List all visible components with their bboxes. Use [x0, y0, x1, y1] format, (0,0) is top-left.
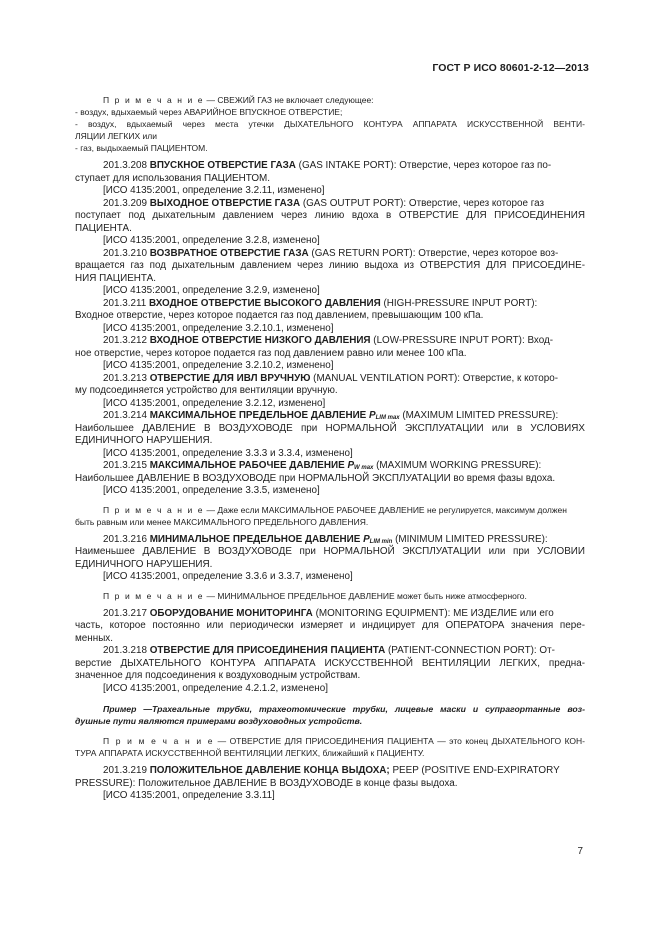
term-name: МАКСИМАЛЬНОЕ ПРЕДЕЛЬНОЕ ДАВЛЕНИЕ [149, 410, 370, 421]
definition-text: (GAS INTAKE PORT): Отверстие, через которое газ по- [295, 160, 552, 171]
clause-number: 201.3.212 [103, 335, 150, 346]
symbol-subscript: W max [354, 465, 374, 471]
source-reference: [ИСО 4135:2001, определение 3.3.5, изменено] [103, 485, 320, 496]
definition-text: му подсоединяется устройство для вентиляции вручную. [75, 385, 338, 396]
definition-219 [75, 765, 585, 803]
clause-number: 201.3.219 [103, 765, 150, 776]
note-label: П р и м е ч а н и е [103, 736, 215, 746]
note-text: — СВЕЖИЙ ГАЗ не включает следующее: [204, 95, 374, 105]
definition-213 [75, 373, 585, 411]
term-name: ВПУСКНОЕ ОТВЕРСТИЕ ГАЗА [149, 160, 296, 171]
clause-number: 201.3.210 [103, 247, 150, 259]
definition-212 [75, 335, 585, 373]
note-label: П р и м е ч а н и е [103, 504, 205, 515]
definition-text: часть, которое постоянно или периодически измеряет и индицирует для ОПЕРАТОРА значения пере- [75, 620, 585, 631]
term-name: ОТВЕРСТИЕ ДЛЯ ПРИСОЕДИНЕНИЯ ПАЦИЕНТА [149, 645, 386, 656]
source-reference: [ИСО 4135:2001, определение 3.2.12, изменено] [103, 397, 326, 409]
definition-209 [75, 198, 585, 248]
definition-text: НИЯ ПАЦИЕНТА. [75, 272, 156, 284]
definition-210 [75, 248, 585, 298]
term-name: ВХОДНОЕ ОТВЕРСТИЕ ВЫСОКОГО ДАВЛЕНИЯ [148, 297, 381, 309]
note-patient-connection-port [75, 735, 585, 759]
definition-text: вращается газ под дыхательным давлением через линию выдоха из ОТВЕРСТИЯ ДЛЯ ПРИСОЕДИНЕ- [75, 260, 585, 271]
definition-218 [75, 645, 585, 695]
note-max-working-pressure [75, 504, 585, 528]
standard-header: ГОСТ Р ИСО 80601-2-12—2013 [432, 62, 589, 74]
source-reference: [ИСО 4135:2001, определение 3.2.11, изменено] [103, 185, 325, 196]
definition-text: (PATIENT-CONNECTION PORT): От- [385, 645, 555, 656]
note-text: быть равным или менее МАКСИМАЛЬНОГО ПРЕДЕЛЬНОГО ДАВЛЕНИЯ. [75, 516, 369, 527]
clause-number: 201.3.209 [103, 197, 150, 209]
definition-text: ПАЦИЕНТА. [75, 222, 132, 234]
example-airway-devices [75, 703, 585, 727]
pressure-symbol: P [369, 410, 376, 421]
definition-208 [75, 160, 585, 198]
definition-text: поступает под дыхательным давлением через линию вдоха в ОТВЕРСТИЕ ДЛЯ ПРИСОЕДИНЕНИЯ [75, 210, 585, 221]
source-reference: [ИСО 4135:2001, определение 3.2.9, изменено] [103, 285, 320, 296]
note-text: — Даже если МАКСИМАЛЬНОЕ РАБОЧЕЕ ДАВЛЕНИЕ не регулируется, максимум должен [204, 504, 567, 515]
definition-text: ступает для использования ПАЦИЕНТОМ. [75, 172, 271, 184]
source-reference: [ИСО 4135:2001, определение 4.2.1.2, изменено] [103, 682, 328, 694]
term-name: ОТВЕРСТИЕ ДЛЯ ИВЛ ВРУЧНУЮ [149, 372, 311, 384]
source-reference: [ИСО 4135:2001, определение 3.3.11] [103, 790, 275, 801]
definition-215 [75, 460, 585, 498]
term-name: ВЫХОДНОЕ ОТВЕРСТИЕ ГАЗА [149, 197, 301, 209]
definition-text: ное отверстие, через которое подается газ под давлением равно или менее 100 кПа. [75, 347, 467, 359]
clause-number: 201.3.218 [103, 645, 150, 656]
note-item: - воздух, вдыхаемый через места утечки ДЫХАТЕЛЬНОГО КОНТУРА АППАРАТА ИСКУССТВЕННОЙ ВЕНТИ- [75, 119, 585, 129]
term-name: ОБОРУДОВАНИЕ МОНИТОРИНГА [149, 607, 313, 619]
definition-text: (GAS RETURN PORT): Отверстие, через которое воз- [308, 247, 559, 259]
definition-text: PRESSURE): Положительное ДАВЛЕНИЕ В ВОЗДУХОВОДЕ в конце фазы выдоха. [75, 777, 458, 789]
note-item: - газ, выдыхаемый ПАЦИЕНТОМ. [75, 143, 208, 153]
pressure-symbol: P [347, 460, 355, 471]
page-number: 7 [577, 846, 583, 857]
term-name: МАКСИМАЛЬНОЕ РАБОЧЕЕ ДАВЛЕНИЕ [149, 460, 348, 471]
source-reference: [ИСО 4135:2001, определение 3.2.10.1, изменено] [103, 322, 334, 334]
source-reference: [ИСО 4135:2001, определение 3.3.6 и 3.3.7, изменено] [103, 571, 353, 582]
term-name: ПОЛОЖИТЕЛЬНОЕ ДАВЛЕНИЕ КОНЦА ВЫДОХА; [149, 765, 390, 776]
definition-text: (MINIMUM LIMITED PRESSURE): [392, 533, 548, 545]
definition-text: менных. [75, 632, 113, 644]
example-text: Пример —Трахеальные трубки, трахеотомические трубки, лицевые маски и супрагортанные воз- [103, 704, 585, 714]
symbol-subscript: LIM max [375, 415, 400, 421]
definition-text: (MAXIMUM LIMITED PRESSURE): [399, 410, 559, 421]
clause-number: 201.3.208 [103, 160, 150, 171]
definition-text: (LOW-PRESSURE INPUT PORT): Вход- [370, 335, 554, 346]
clause-number: 201.3.213 [103, 372, 150, 384]
symbol-subscript: LIM min [369, 538, 393, 545]
clause-number: 201.3.214 [103, 410, 150, 421]
note-item: ЛЯЦИИ ЛЕГКИХ или [75, 131, 157, 141]
term-name: ВХОДНОЕ ОТВЕРСТИЕ НИЗКОГО ДАВЛЕНИЯ [149, 335, 371, 346]
definition-text: ЕДИНИЧНОГО НАРУШЕНИЯ. [75, 435, 213, 446]
definition-text: (GAS OUTPUT PORT): Отверстие, через которое газ [300, 197, 544, 209]
definition-text: Наибольшее ДАВЛЕНИЕ В ВОЗДУХОВОДЕ при НОРМАЛЬНОЙ ЭКСПЛУАТАЦИИ во время фазы вдоха. [75, 472, 556, 484]
example-text: душные пути являются примерами воздуховодных устройств. [75, 716, 363, 726]
source-reference: [ИСО 4135:2001, определение 3.2.8, изменено] [103, 235, 320, 246]
source-reference: [ИСО 4135:2001, определение 3.3.3 и 3.3.4, изменено] [103, 447, 353, 459]
definition-text: значенное для подсоединения к воздуховодным устройствам. [75, 670, 361, 681]
note-min-limited-pressure [75, 590, 585, 602]
term-name: ВОЗВРАТНОЕ ОТВЕРСТИЕ ГАЗА [149, 247, 309, 259]
definition-text: ЕДИНИЧНОГО НАРУШЕНИЯ. [75, 558, 213, 570]
definition-text: (MANUAL VENTILATION PORT): Отверстие, к которо- [310, 372, 558, 384]
definition-text: (HIGH-PRESSURE INPUT PORT): [380, 297, 538, 309]
pressure-symbol: P [363, 533, 370, 545]
definition-214 [75, 410, 585, 460]
note-item: - воздух, вдыхаемый через АВАРИЙНОЕ ВПУСКНОЕ ОТВЕРСТИЕ; [75, 107, 343, 117]
definition-217 [75, 608, 585, 646]
page-content [75, 94, 585, 803]
definition-text: Наименьшее ДАВЛЕНИЕ В ВОЗДУХОВОДЕ при НОРМАЛЬНОЙ ЭКСПЛУАТАЦИИ или при УСЛОВИИ [75, 546, 585, 557]
note-text: ТУРА АППАРАТА ИСКУССТВЕННОЙ ВЕНТИЛЯЦИИ ЛЕГКИХ, ближайший к ПАЦИЕНТУ. [75, 748, 425, 758]
note-text: — ОТВЕРСТИЕ ДЛЯ ПРИСОЕДИНЕНИЯ ПАЦИЕНТА — это конец ДЫХАТЕЛЬНОГО КОН- [214, 736, 585, 746]
definition-text: верстие ДЫХАТЕЛЬНОГО КОНТУРА АППАРАТА ИСКУССТВЕННОЙ ВЕНТИЛЯЦИИ ЛЕГКИХ, предна- [75, 657, 585, 669]
definition-216 [75, 534, 585, 584]
note-label: П р и м е ч а н и е [103, 590, 205, 601]
clause-number: 201.3.216 [103, 533, 150, 545]
definition-text: Входное отверстие, через которое подается газ под давлением, превышающим 100 кПа. [75, 310, 484, 321]
clause-number: 201.3.215 [103, 460, 150, 471]
definition-text: (MAXIMUM WORKING PRESSURE): [373, 460, 542, 471]
definition-211 [75, 298, 585, 336]
note-fresh-gas [75, 94, 585, 154]
clause-number: 201.3.217 [103, 607, 150, 619]
definition-text: Наибольшее ДАВЛЕНИЕ В ВОЗДУХОВОДЕ при НОРМАЛЬНОЙ ЭКСПЛУАТАЦИИ или в УСЛОВИЯХ [75, 422, 585, 434]
source-reference: [ИСО 4135:2001, определение 3.2.10.2, изменено] [103, 360, 334, 371]
note-text: — МИНИМАЛЬНОЕ ПРЕДЕЛЬНОЕ ДАВЛЕНИЕ может быть ниже атмосферного. [204, 590, 527, 601]
definition-text: (MONITORING EQUIPMENT): МЕ ИЗДЕЛИЕ или его [312, 607, 554, 619]
term-name: МИНИМАЛЬНОЕ ПРЕДЕЛЬНОЕ ДАВЛЕНИЕ [149, 533, 364, 545]
definition-text: PEEP (POSITIVE END-EXPIRATORY [389, 765, 560, 776]
note-label: П р и м е ч а н и е [103, 95, 205, 105]
clause-number: 201.3.211 [103, 297, 149, 309]
